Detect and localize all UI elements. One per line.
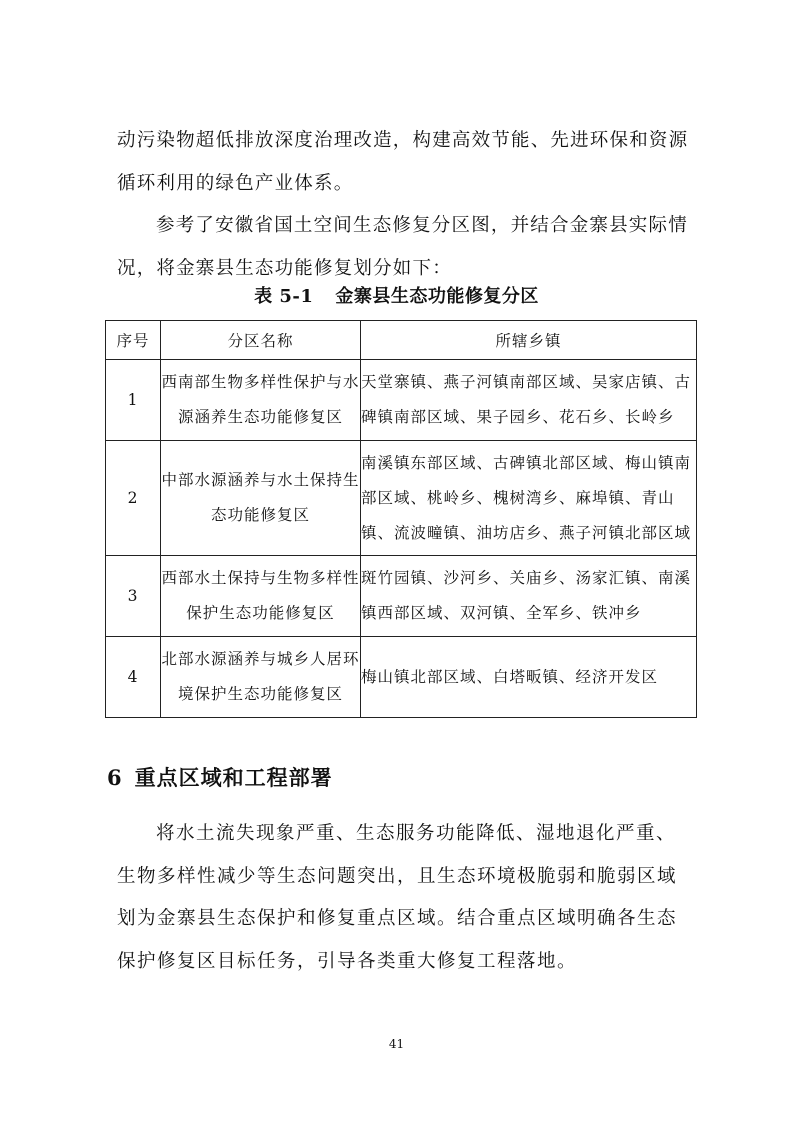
row-towns: 南溪镇东部区域、古碑镇北部区域、梅山镇南部区域、桃岭乡、槐树湾乡、麻埠镇、青山镇、流波疃镇、油坊店乡、燕子河镇北部区域 bbox=[361, 441, 697, 556]
table-caption-number: 表 5-1 bbox=[254, 286, 314, 307]
section-title: 重点区域和工程部署 bbox=[134, 765, 333, 790]
row-no: 4 bbox=[106, 637, 161, 718]
table-caption bbox=[0, 282, 793, 308]
header-towns: 所辖乡镇 bbox=[361, 321, 697, 360]
section-number: 6 bbox=[107, 765, 123, 790]
row-towns: 斑竹园镇、沙河乡、关庙乡、汤家汇镇、南溪镇西部区域、双河镇、全军乡、铁冲乡 bbox=[361, 556, 697, 637]
row-towns: 梅山镇北部区域、白塔畈镇、经济开发区 bbox=[361, 637, 697, 718]
table-caption-title: 金寨县生态功能修复分区 bbox=[335, 286, 539, 307]
section-heading bbox=[107, 762, 333, 792]
paragraph-intro: 动污染物超低排放深度治理改造，构建高效节能、先进环保和资源循环利用的绿色产业体系。 bbox=[117, 130, 689, 194]
row-zone-name: 西部水土保持与生物多样性保护生态功能修复区 bbox=[161, 556, 361, 637]
row-no: 1 bbox=[106, 360, 161, 441]
row-zone-name: 北部水源涵养与城乡人居环境保护生态功能修复区 bbox=[161, 637, 361, 718]
page-number: 41 bbox=[388, 1037, 405, 1051]
paragraph-reference: 参考了安徽省国土空间生态修复分区图，并结合金寨县实际情况，将金寨县生态功能修复划分如下： bbox=[117, 215, 688, 279]
paragraph-key-areas: 将水土流失现象严重、生态服务功能降低、湿地退化严重、生物多样性减少等生态问题突出，且生态环境极脆弱和脆弱区域划为金寨县生态保护和修复重点区域。结合重点区域明确各生态保护修复区目标任务，引导各类重大修复工程落地。 bbox=[117, 823, 678, 972]
header-no: 序号 bbox=[106, 321, 161, 360]
table-row bbox=[106, 637, 697, 718]
restoration-zones-table bbox=[105, 320, 697, 718]
row-zone-name: 西南部生物多样性保护与水源涵养生态功能修复区 bbox=[161, 360, 361, 441]
row-no: 2 bbox=[106, 441, 161, 556]
row-zone-name: 中部水源涵养与水土保持生态功能修复区 bbox=[161, 441, 361, 556]
table-row bbox=[106, 556, 697, 637]
table-row bbox=[106, 360, 697, 441]
table-row bbox=[106, 441, 697, 556]
table-header-row bbox=[106, 321, 697, 360]
row-towns: 天堂寨镇、燕子河镇南部区域、吴家店镇、古碑镇南部区域、果子园乡、花石乡、长岭乡 bbox=[361, 360, 697, 441]
header-zone-name: 分区名称 bbox=[161, 321, 361, 360]
row-no: 3 bbox=[106, 556, 161, 637]
